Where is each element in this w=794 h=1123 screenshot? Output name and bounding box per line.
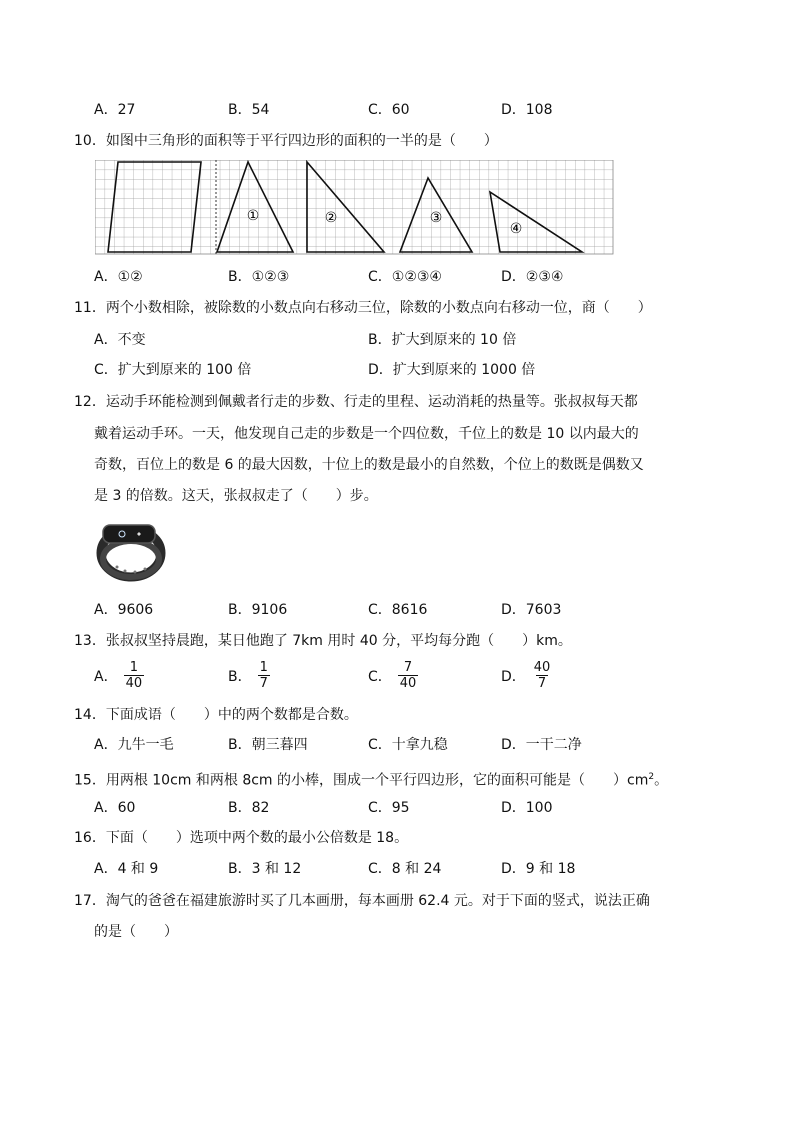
q11-option-d[interactable]: D．扩大到原来的 1000 倍 <box>368 362 536 378</box>
q15-option-b[interactable]: B．82 <box>228 800 270 816</box>
q12-line-4: 是 3 的倍数。这天，张叔叔走了（ ）步。 <box>94 488 378 504</box>
option-letter: C． <box>368 668 392 685</box>
q10-stem: 10．如图中三角形的面积等于平行四边形的面积的一半的是（ ） <box>74 133 498 149</box>
q15-option-a[interactable]: A．60 <box>94 800 136 816</box>
q13-option-c[interactable] <box>368 660 418 691</box>
q17-line-2: 的是（ ） <box>94 924 178 940</box>
q9-option-a[interactable]: A．27 <box>94 102 136 118</box>
q17-line-1: 17．淘气的爸爸在福建旅游时买了几本画册，每本画册 62.4 元。对于下面的竖式，说法正确 <box>74 893 650 909</box>
q12-line-2: 戴着运动手环。一天，他发现自己走的步数是一个四位数，千位上的数是 10 以内最大的 <box>94 426 639 442</box>
q15-stem: 15．用两根 10cm 和两根 8cm 的小棒，围成一个平行四边形，它的面积可能是（ ）cm <box>74 772 649 789</box>
fitness-band-image <box>95 515 167 585</box>
q12-option-a[interactable]: A．9606 <box>94 602 154 618</box>
q14-stem: 14．下面成语（ ）中的两个数都是合数。 <box>74 707 358 723</box>
denominator: 40 <box>399 676 417 691</box>
q16-option-d[interactable]: D．9 和 18 <box>501 861 576 877</box>
q9-option-d[interactable]: D．108 <box>501 102 553 118</box>
q13-option-b[interactable] <box>228 660 270 691</box>
q11-option-a[interactable]: A．不变 <box>94 332 146 348</box>
denominator: 7 <box>537 676 547 691</box>
q16-stem: 16．下面（ ）选项中两个数的最小公倍数是 18。 <box>74 830 409 846</box>
triangle-4-label: ④ <box>509 221 523 237</box>
q15-option-d[interactable]: D．100 <box>501 800 553 816</box>
q10-option-c[interactable]: C．①②③④ <box>368 269 442 285</box>
q9-option-b[interactable]: B．54 <box>228 102 270 118</box>
numerator: 7 <box>403 660 413 675</box>
triangle-3-label: ③ <box>429 210 443 226</box>
denominator: 7 <box>259 676 268 691</box>
q11-option-b[interactable]: B．扩大到原来的 10 倍 <box>368 332 517 348</box>
q9-option-c[interactable]: C．60 <box>368 102 410 118</box>
q15-stem-end: 。 <box>654 772 669 789</box>
q13-option-a[interactable] <box>94 660 144 691</box>
q15-unit-exponent: 2 <box>648 772 655 782</box>
fraction <box>398 660 419 691</box>
q12-option-c[interactable]: C．8616 <box>368 602 428 618</box>
fraction <box>532 660 553 691</box>
q13-option-d[interactable] <box>501 660 552 691</box>
q10-grid-figure <box>95 160 615 256</box>
option-letter: B． <box>228 668 252 685</box>
q11-stem: 11．两个小数相除，被除数的小数点向右移动三位，除数的小数点向右移动一位，商（ ） <box>74 300 652 316</box>
triangle-2-label: ② <box>324 210 338 226</box>
q14-option-a[interactable]: A．九牛一毛 <box>94 737 174 753</box>
q12-line-1: 12．运动手环能检测到佩戴者行走的步数、行走的里程、运动消耗的热量等。张叔叔每天都 <box>74 394 638 410</box>
q13-stem: 13．张叔叔坚持晨跑，某日他跑了 7km 用时 40 分，平均每分跑（ ）km。 <box>74 633 572 649</box>
q11-option-c[interactable]: C．扩大到原来的 100 倍 <box>94 362 252 378</box>
fraction <box>258 660 270 691</box>
q16-option-b[interactable]: B．3 和 12 <box>228 861 302 877</box>
numerator: 1 <box>259 660 268 675</box>
option-letter: A． <box>94 668 118 685</box>
q14-option-c[interactable]: C．十拿九稳 <box>368 737 448 753</box>
q15-stem-line <box>74 767 668 791</box>
q10-option-d[interactable]: D．②③④ <box>501 269 564 285</box>
q10-option-a[interactable]: A．①② <box>94 269 143 285</box>
q14-option-b[interactable]: B．朝三暮四 <box>228 737 308 753</box>
q16-option-c[interactable]: C．8 和 24 <box>368 861 442 877</box>
numerator: 1 <box>129 660 138 675</box>
q14-option-d[interactable]: D．一干二净 <box>501 737 582 753</box>
q12-option-b[interactable]: B．9106 <box>228 602 288 618</box>
numerator: 40 <box>533 660 551 675</box>
q10-option-b[interactable]: B．①②③ <box>228 269 290 285</box>
q12-option-d[interactable]: D．7603 <box>501 602 562 618</box>
triangle-1-label: ① <box>246 208 260 224</box>
q16-option-a[interactable]: A．4 和 9 <box>94 861 159 877</box>
fraction <box>124 660 145 691</box>
q12-line-3: 奇数，百位上的数是 6 的最大因数，十位上的数是最小的自然数，个位上的数既是偶数又 <box>94 457 644 473</box>
q15-option-c[interactable]: C．95 <box>368 800 410 816</box>
denominator: 40 <box>125 676 143 691</box>
option-letter: D． <box>501 668 526 685</box>
